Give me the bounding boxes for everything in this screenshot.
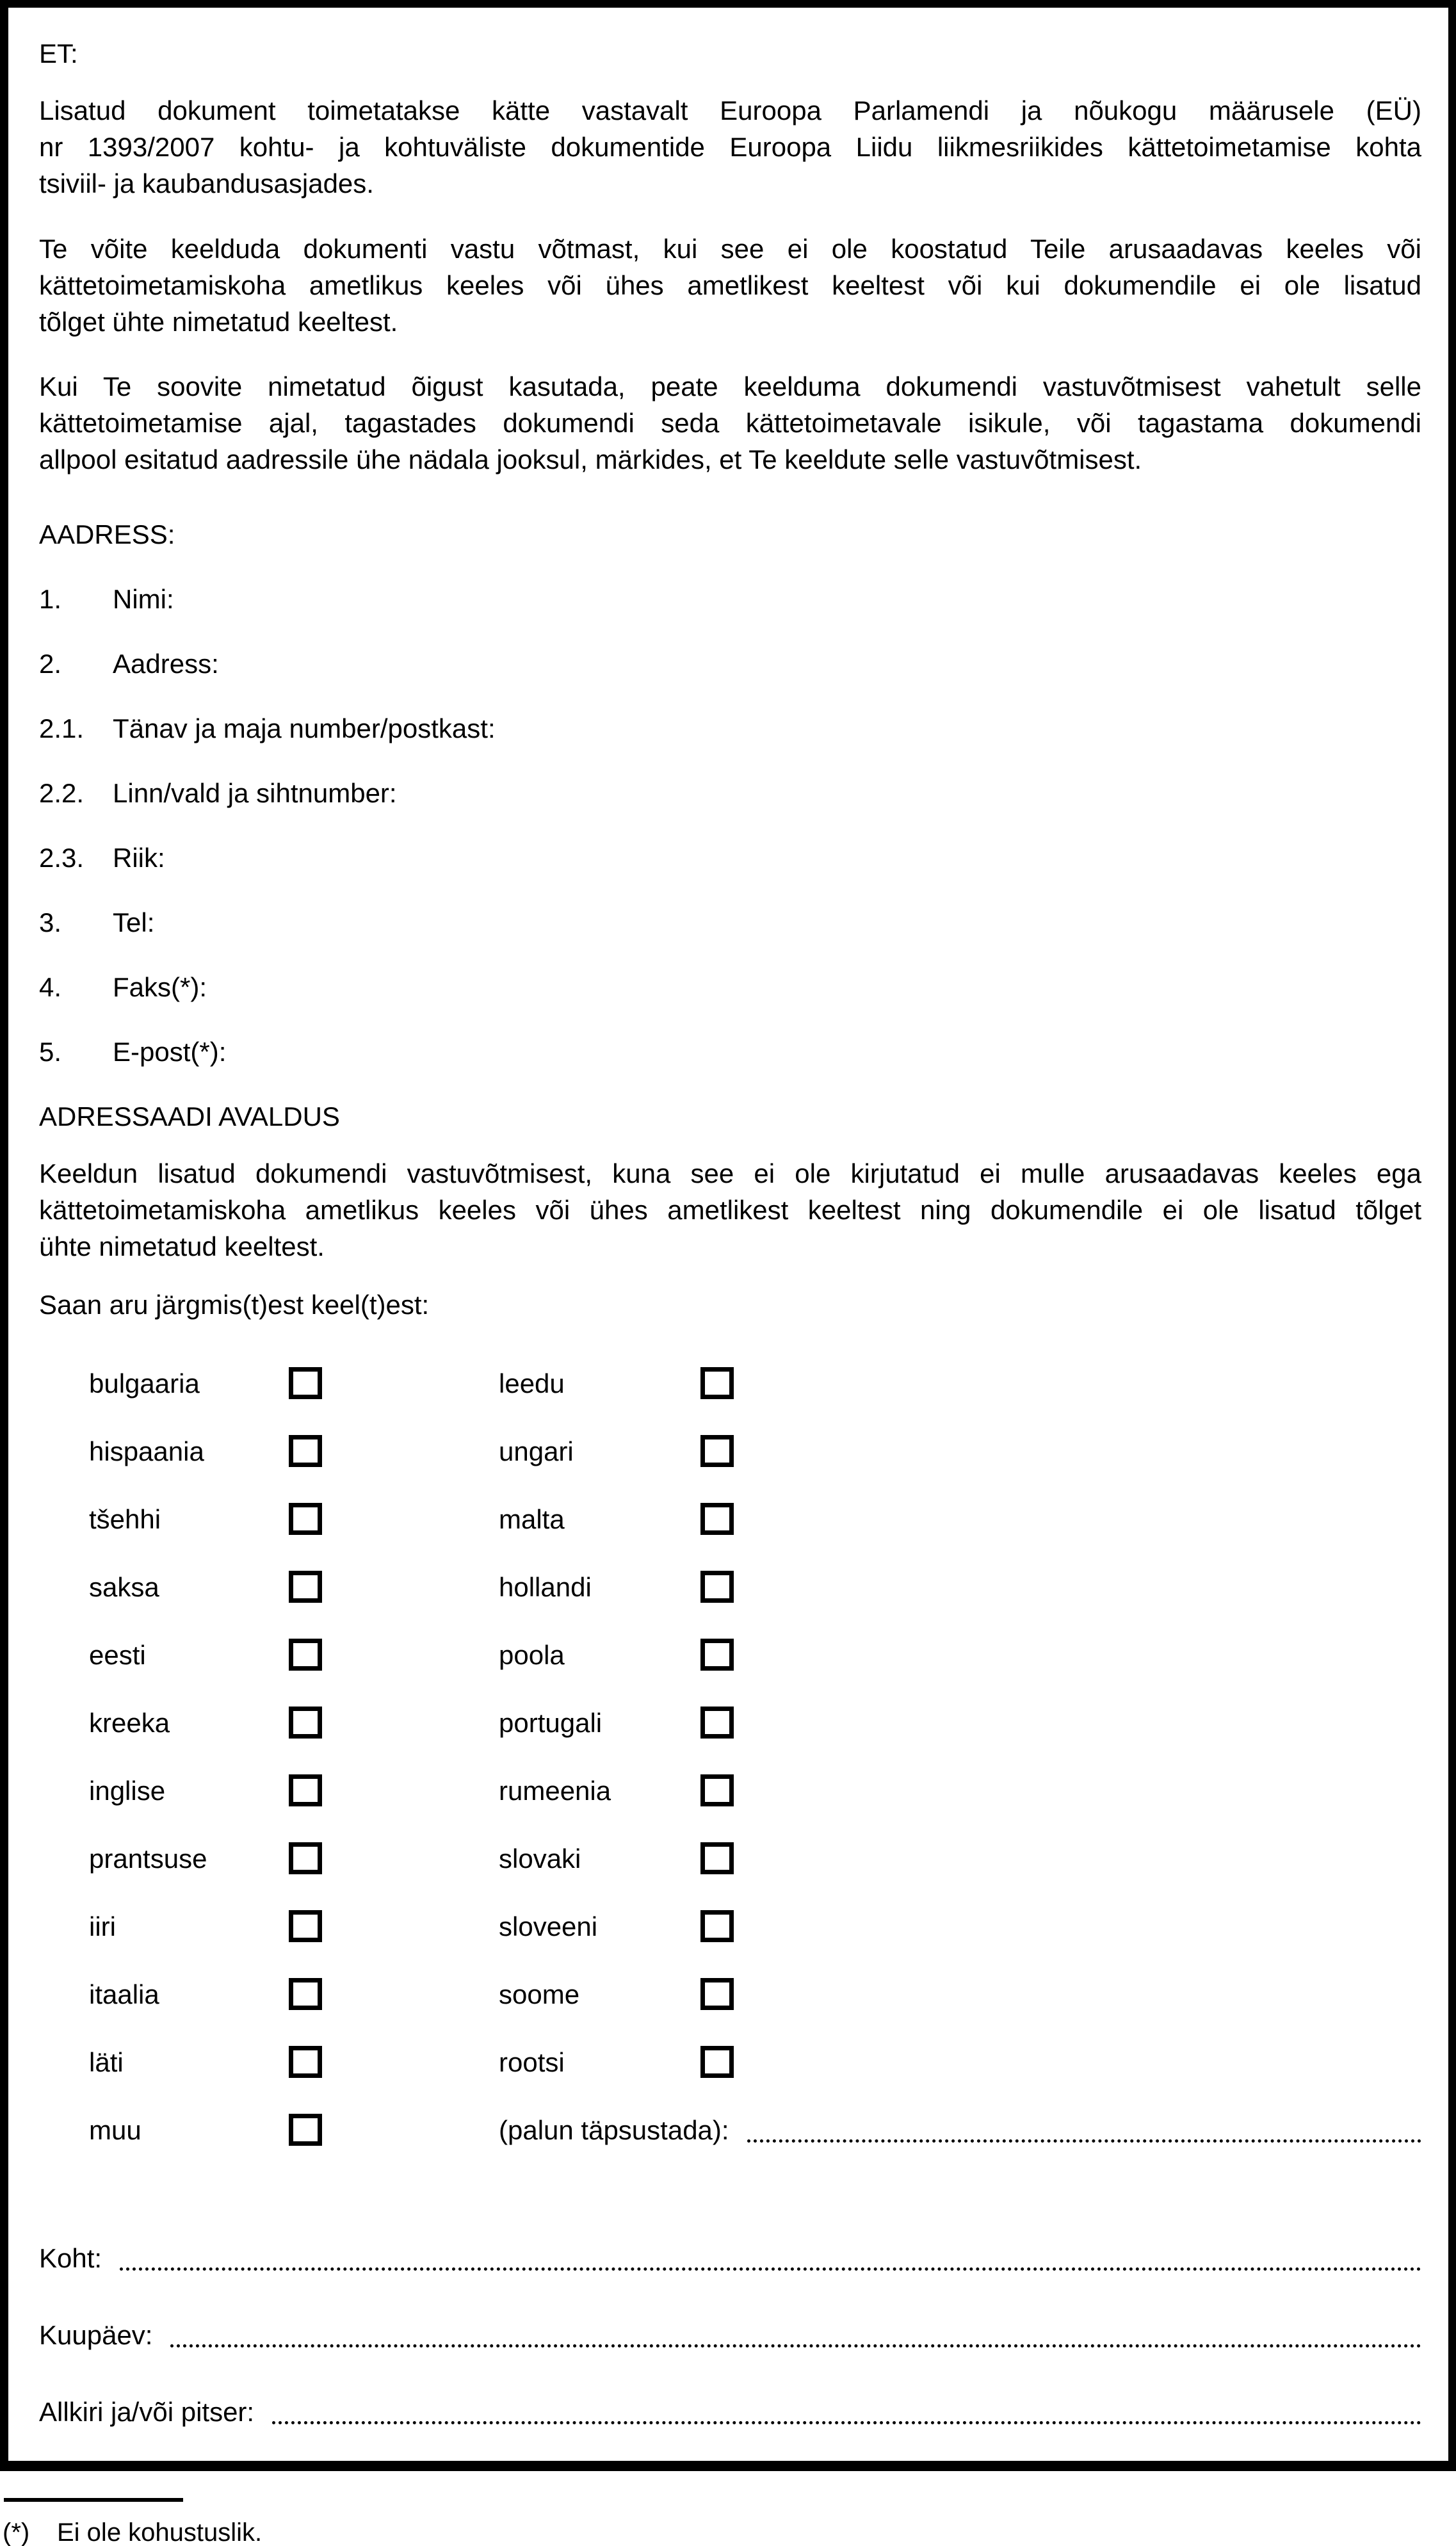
paragraph-line: Lisatud dokument toimetatakse kätte vastavalt Euroopa Parlamendi ja nõukogu määrusele (EÜ) xyxy=(39,95,1421,126)
item-label: Faks(*): xyxy=(113,972,207,1002)
intro-paragraph-2 xyxy=(39,231,1421,340)
item-number: 4. xyxy=(39,972,62,1002)
language-row xyxy=(89,1960,1421,2028)
place-label: Koht: xyxy=(39,2243,102,2273)
paragraph-line: ühte nimetatud keeltest. xyxy=(39,1231,325,1261)
language-label-hollandi: hollandi xyxy=(499,1571,592,1602)
item-number: 2.1. xyxy=(39,713,85,743)
address-item-street xyxy=(39,710,1421,747)
language-checkbox-iiri[interactable] xyxy=(289,1910,322,1942)
language-checkbox-slovaki[interactable] xyxy=(700,1842,734,1874)
language-row xyxy=(89,1485,1421,1553)
paragraph-line: allpool esitatud aadressile ühe nädala jooksul, märkides, et Te keeldute selle vastuvõtmisest. xyxy=(39,444,1142,474)
item-label: Tel: xyxy=(113,907,155,937)
paragraph-line: Kui Te soovite nimetatud õigust kasutada, peate keelduma dokumendi vastuvõtmisest vahetult selle xyxy=(39,371,1421,401)
signature-label: Allkiri ja/või pitser: xyxy=(39,2397,255,2427)
language-label-poola: poola xyxy=(499,1639,565,1670)
item-number: 1. xyxy=(39,584,62,614)
footnote xyxy=(3,2518,1456,2546)
item-number: 5. xyxy=(39,1037,62,1067)
language-label-portugali: portugali xyxy=(499,1707,603,1738)
paragraph-line: tsiviil- ja kaubandusasjades. xyxy=(39,168,374,199)
language-checkbox-soome[interactable] xyxy=(700,1978,734,2010)
language-row xyxy=(89,1689,1421,1756)
language-checkbox-inglise[interactable] xyxy=(289,1774,322,1806)
language-checkbox-portugali[interactable] xyxy=(700,1707,734,1739)
item-label: E-post(*): xyxy=(113,1037,227,1067)
language-checkbox-bulgaaria[interactable] xyxy=(289,1367,322,1399)
language-label-ungari: ungari xyxy=(499,1436,574,1466)
language-label-tsehhi: tšehhi xyxy=(89,1504,161,1534)
language-label-saksa: saksa xyxy=(89,1571,159,1602)
language-checkbox-sloveeni[interactable] xyxy=(700,1910,734,1942)
language-row xyxy=(89,2028,1421,2096)
language-checkbox-hollandi[interactable] xyxy=(700,1571,734,1603)
intro-paragraph-3 xyxy=(39,368,1421,478)
language-checkbox-leedu[interactable] xyxy=(700,1367,734,1399)
language-row-other xyxy=(89,2096,1421,2164)
language-grid xyxy=(89,1349,1421,2164)
specify-dotted-line[interactable] xyxy=(747,2139,1421,2143)
place-row xyxy=(39,2240,1421,2276)
paragraph-line: kättetoimetamiskoha ametlikus keeles või ühes ametlikest keeltest või kui dokumendile ei ole lisatud xyxy=(39,270,1421,300)
footnote-marker: (*) xyxy=(3,2518,30,2546)
language-label-bulgaaria: bulgaaria xyxy=(89,1368,200,1399)
language-label-iiri: iiri xyxy=(89,1911,116,1942)
language-checkbox-malta[interactable] xyxy=(700,1503,734,1535)
address-item-email xyxy=(39,1034,1421,1070)
intro-paragraph-1 xyxy=(39,92,1421,202)
item-label: Aadress: xyxy=(113,649,219,679)
language-row xyxy=(89,1417,1421,1485)
paragraph-line: tõlget ühte nimetatud keeltest. xyxy=(39,307,398,337)
declaration-heading: ADRESSAADI AVALDUS xyxy=(39,1101,340,1131)
signature-dotted-line[interactable] xyxy=(272,2421,1421,2424)
address-item-country xyxy=(39,839,1421,876)
specify-field xyxy=(499,2112,1421,2148)
language-label-slovaki: slovaki xyxy=(499,1843,581,1874)
language-checkbox-itaalia[interactable] xyxy=(289,1978,322,2010)
item-number: 3. xyxy=(39,907,62,937)
language-label-eesti: eesti xyxy=(89,1639,146,1670)
address-item-name xyxy=(39,581,1421,617)
language-label-soome: soome xyxy=(499,1979,580,2009)
language-row xyxy=(89,1621,1421,1689)
date-dotted-line[interactable] xyxy=(170,2344,1421,2347)
paragraph-line: Te võite keelduda dokumenti vastu võtmast, kui see ei ole koostatud Teile arusaadavas keeles või xyxy=(39,234,1421,264)
language-checkbox-lati[interactable] xyxy=(289,2046,322,2078)
paragraph-line: kättetoimetamiskoha ametlikus keeles või ühes ametlikest keeltest ning dokumendile ei ole lisatud tõlget xyxy=(39,1195,1421,1225)
paragraph-line: Keeldun lisatud dokumendi vastuvõtmisest, kuna see ei ole kirjutatud ei mulle arusaadavas keeles ega xyxy=(39,1158,1421,1188)
specify-label: (palun täpsustada): xyxy=(499,2114,729,2145)
language-label-leedu: leedu xyxy=(499,1368,565,1399)
address-item-tel xyxy=(39,904,1421,941)
item-label: Tänav ja maja number/postkast: xyxy=(113,713,496,743)
declaration-paragraph xyxy=(39,1155,1421,1265)
footnote-rule xyxy=(4,2498,183,2502)
language-tag: ET: xyxy=(39,38,78,69)
address-item-city xyxy=(39,775,1421,811)
paragraph-line: nr 1393/2007 kohtu- ja kohtuväliste dokumentide Euroopa Liidu liikmesriikides kättetoimetamise kohta xyxy=(39,132,1421,162)
language-checkbox-tsehhi[interactable] xyxy=(289,1503,322,1535)
item-number: 2.2. xyxy=(39,778,85,808)
language-label-kreeka: kreeka xyxy=(89,1707,170,1738)
languages-intro: Saan aru järgmis(t)est keel(t)est: xyxy=(39,1290,430,1320)
date-label: Kuupäev: xyxy=(39,2320,153,2350)
language-row xyxy=(89,1756,1421,1824)
language-checkbox-ungari[interactable] xyxy=(700,1435,734,1467)
place-dotted-line[interactable] xyxy=(120,2267,1421,2271)
language-label-muu: muu xyxy=(89,2114,142,2145)
language-row xyxy=(89,1824,1421,1892)
language-checkbox-saksa[interactable] xyxy=(289,1571,322,1603)
address-heading: AADRESS: xyxy=(39,519,175,549)
language-label-sloveeni: sloveeni xyxy=(499,1911,598,1942)
language-checkbox-kreeka[interactable] xyxy=(289,1707,322,1739)
item-number: 2.3. xyxy=(39,843,85,873)
paragraph-line: kättetoimetamise ajal, tagastades dokumendi seda kättetoimetavale isikule, või tagastama dokumendi xyxy=(39,408,1421,438)
item-label: Riik: xyxy=(113,843,165,873)
language-row xyxy=(89,1349,1421,1417)
language-label-rumeenia: rumeenia xyxy=(499,1775,611,1806)
language-checkbox-rootsi[interactable] xyxy=(700,2046,734,2078)
language-label-rootsi: rootsi xyxy=(499,2047,565,2077)
language-label-hispaania: hispaania xyxy=(89,1436,204,1466)
language-checkbox-rumeenia[interactable] xyxy=(700,1774,734,1806)
language-label-lati: läti xyxy=(89,2047,124,2077)
date-row xyxy=(39,2317,1421,2353)
item-label: Linn/vald ja sihtnumber: xyxy=(113,778,397,808)
language-checkbox-hispaania[interactable] xyxy=(289,1435,322,1467)
language-label-prantsuse: prantsuse xyxy=(89,1843,207,1874)
language-label-malta: malta xyxy=(499,1504,565,1534)
language-checkbox-prantsuse[interactable] xyxy=(289,1842,322,1874)
language-label-itaalia: itaalia xyxy=(89,1979,159,2009)
language-checkbox-muu[interactable] xyxy=(289,2114,322,2146)
address-item-fax xyxy=(39,969,1421,1005)
item-label: Nimi: xyxy=(113,584,174,614)
language-checkbox-eesti[interactable] xyxy=(289,1639,322,1671)
language-row xyxy=(89,1892,1421,1960)
language-label-inglise: inglise xyxy=(89,1775,166,1806)
address-item-address xyxy=(39,645,1421,682)
language-row xyxy=(89,1553,1421,1621)
signature-row xyxy=(39,2394,1421,2430)
language-checkbox-poola[interactable] xyxy=(700,1639,734,1671)
item-number: 2. xyxy=(39,649,62,679)
footnote-text: Ei ole kohustuslik. xyxy=(57,2518,263,2546)
